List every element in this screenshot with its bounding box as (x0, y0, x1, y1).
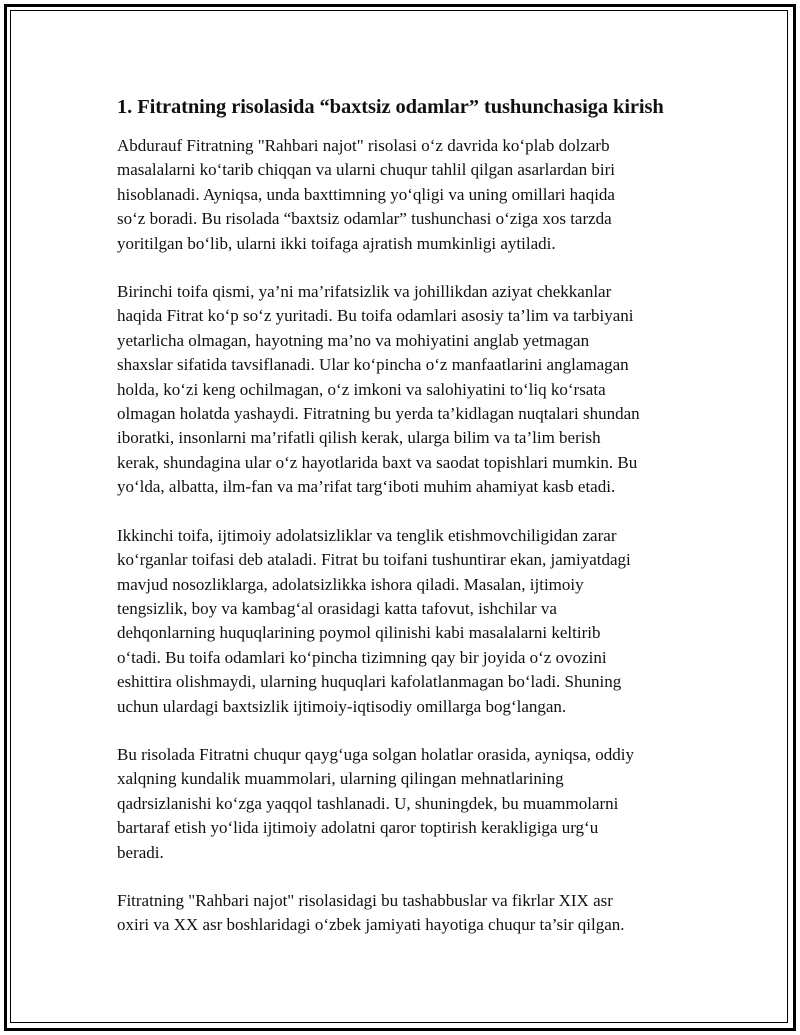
text-line: ko‘rganlar toifasi deb ataladi. Fitrat bu toifani tushuntirar ekan, jamiyatdagi (117, 550, 631, 570)
text-line: Birinchi toifa qismi, ya’ni ma’rifatsizlik va johillikdan aziyat chekkanlar (117, 282, 612, 302)
text-line: qadrsizlanishi ko‘zga yaqqol tashlanadi. U, shuningdek, bu muammolarni (117, 793, 619, 813)
text-line: shaxslar sifatida tavsiflanadi. Ular ko‘pincha o‘z manfaatlarini anglamagan (117, 355, 629, 375)
text-line: Fitratning "Rahbari najot" risolasidagi bu tashabbuslar va fikrlar XIX asr (117, 890, 613, 910)
text-line: uchun ulardagi baxtsizlik ijtimoiy-iqtisodiy omillarga bog‘langan. (117, 696, 567, 716)
text-line: dehqonlarning huquqlarining poymol qilinishi kabi masalalarni keltirib (117, 623, 601, 643)
text-line: oxiri va XX asr boshlaridagi o‘zbek jamiyati hayotiga chuqur ta’sir qilgan. (117, 915, 625, 935)
text-line: olmagan holatda yashaydi. Fitratning bu yerda ta’kidlagan nuqtalari shundan (117, 404, 640, 424)
text-line: eshittira olishmaydi, ularning huquqlari kafolatlanmagan bo‘ladi. Shuning (117, 672, 622, 692)
text-line: iboratki, insonlarni ma’rifatli qilish kerak, ularga bilim va ta’lim berish (117, 428, 601, 448)
text-line: bartaraf etish yo‘lida ijtimoiy adolatni qaror toptirish kerakligiga urg‘u (117, 818, 599, 838)
text-line: kerak, shundagina ular o‘z hayotlarida baxt va saodat topishlari mumkin. Bu (117, 452, 638, 472)
text-line: Ikkinchi toifa, ijtimoiy adolatsizliklar va tenglik etishmovchiligidan zarar (117, 525, 617, 545)
text-line: haqida Fitrat ko‘p so‘z yuritadi. Bu toifa odamlari asosiy ta’lim va tarbiyani (117, 306, 634, 326)
paragraph-5 (117, 889, 687, 938)
paragraph-3 (117, 524, 687, 719)
text-line: yetarlicha olmagan, hayotning ma’no va mohiyatini anglab yetmagan (117, 330, 590, 350)
text-line: Bu risolada Fitratni chuqur qayg‘uga solgan holatlar orasida, ayniqsa, oddiy (117, 744, 634, 764)
text-line: so‘z boradi. Bu risolada “baxtsiz odamlar” tushunchasi o‘ziga xos tarzda (117, 209, 612, 229)
text-line: mavjud nosozliklarga, adolatsizlikka ishora qiladi. Masalan, ijtimoiy (117, 574, 584, 594)
text-line: holda, ko‘zi keng ochilmagan, o‘z imkoni va salohiyatini to‘liq ko‘rsata (117, 379, 606, 399)
text-line: beradi. (117, 842, 164, 862)
paragraph-1 (117, 134, 687, 256)
section-heading: 1. Fitratning risolasida “baxtsiz odamlar” tushunchasiga kirish (117, 96, 664, 118)
text-line: tengsizlik, boy va kambag‘al orasidagi katta tafovut, ishchilar va (117, 598, 557, 618)
text-line: hisoblanadi. Ayniqsa, unda baxttimning yo‘qligi va uning omillari haqida (117, 184, 615, 204)
text-line: masalalarni ko‘tarib chiqqan va ularni chuqur tahlil qilgan asarlardan biri (117, 160, 616, 180)
text-line: o‘tadi. Bu toifa odamlari ko‘pincha tizimning qay bir joyida o‘z ovozini (117, 647, 607, 667)
document-body (117, 94, 687, 962)
text-line: Abdurauf Fitratning "Rahbari najot" risolasi o‘z davrida ko‘plab dolzarb (117, 136, 610, 155)
text-line: yoritilgan bo‘lib, ularni ikki toifaga ajratish mumkinligi aytiladi. (117, 233, 556, 253)
text-line: xalqning kundalik muammolari, ularning qilingan mehnatlarining (117, 769, 564, 789)
paragraph-2 (117, 280, 687, 500)
paragraph-4 (117, 743, 687, 865)
text-line: yo‘lda, albatta, ilm-fan va ma’rifat targ‘iboti muhim ahamiyat kasb etadi. (117, 477, 616, 497)
